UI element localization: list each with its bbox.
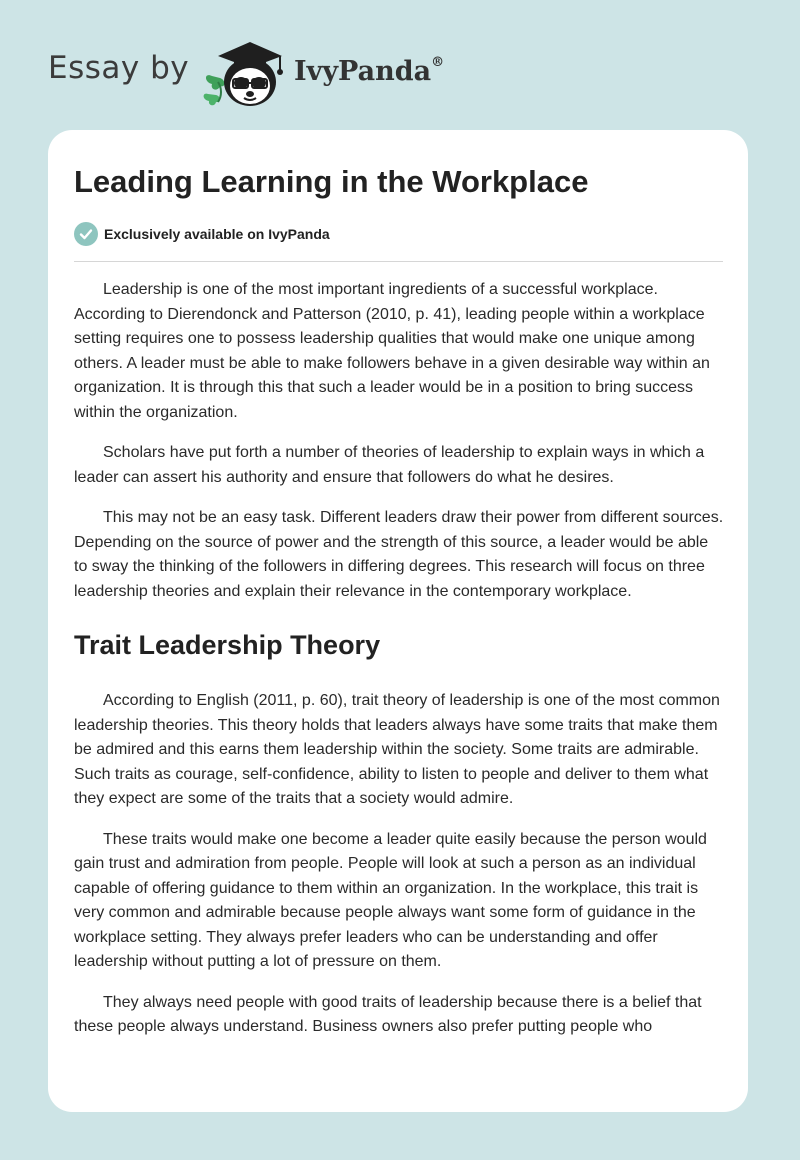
check-circle-icon (74, 222, 98, 246)
paragraph: Scholars have put forth a number of theories of leadership to explain ways in which a leader can assert his authority and ensure that followers do what he desires. (74, 444, 705, 486)
paragraph: According to English (2011, p. 60), trait theory of leadership is one of the most common leadership theories. This theory holds that leaders always have some traits that make them be admired and this earns them leadership within the society. Some traits are admirable. Such traits as courage, self-confidence, ability to listen to people and deliver to them what they expect are some of the traits that a society would admire. (74, 692, 720, 807)
paragraph: These traits would make one become a leader quite easily because the person would gain trust and admiration from people. People will look at such a person as an individual capable of offering guidance to them within an organization. In the workplace, this trait is very common and admirable because people always want some form of guidance in the workplace setting. They always prefer leaders who can be understanding and offer leadership without putting a lot of pressure on them. (74, 830, 707, 970)
panda-logo-icon[interactable] (200, 36, 292, 110)
essay-card (48, 130, 748, 1112)
divider (74, 261, 723, 262)
site-header (48, 36, 748, 116)
brand-text: IvyPanda (294, 56, 432, 87)
brand-name[interactable] (294, 56, 444, 87)
paragraph: They always need people with good traits of leadership because there is a belief that these people always understand. Business owners also prefer putting people who (74, 993, 702, 1035)
essay-by-label: Essay by (48, 50, 190, 86)
paragraph: This may not be an easy task. Different leaders draw their power from different sources. Depending on the source of power and the strength of this source, a leader would be able to sway the thinking of the followers in differing degrees. This research will focus on three leadership theories and explain their relevance in the contemporary workplace. (74, 509, 724, 600)
essay-body (74, 278, 724, 1056)
badge-text: Exclusively available on IvyPanda (104, 226, 330, 242)
registered-mark: ® (431, 55, 445, 70)
section-heading: Trait Leadership Theory (74, 630, 381, 660)
page-title: Leading Learning in the Workplace (74, 164, 589, 199)
exclusive-badge (74, 222, 330, 246)
paragraph: Leadership is one of the most important ingredients of a successful workplace. According to Dierendonck and Patterson (2010, p. 41), leading people within a workplace setting requires one to possess leadership qualities that would make one unique among others. A leader must be able to make followers behave in a given desirable way within an organization. It is through this that such a leader would be in a position to bring success within the organization. (74, 281, 710, 421)
